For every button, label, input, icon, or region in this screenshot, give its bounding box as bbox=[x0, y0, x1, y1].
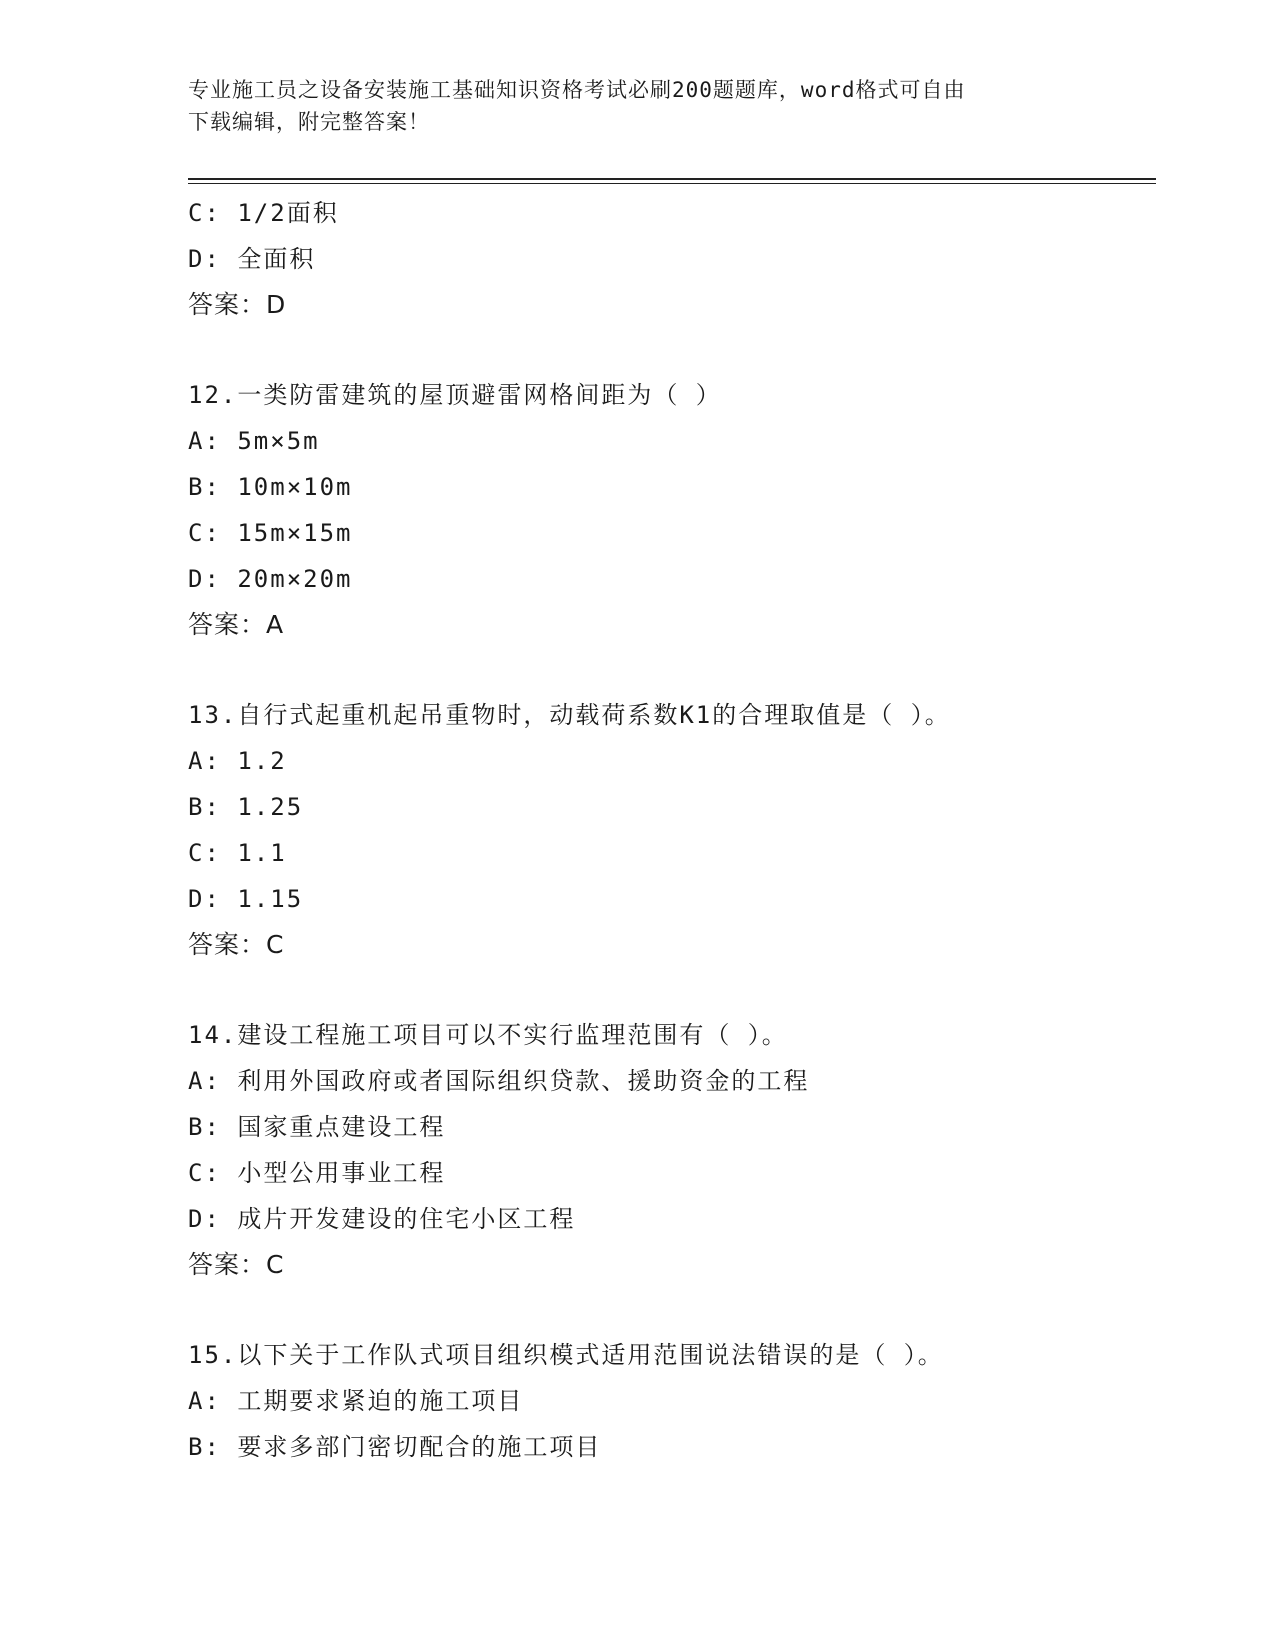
question-12 bbox=[188, 372, 1148, 648]
option-c: C: 1.1 bbox=[188, 839, 287, 867]
answer-line: 答案：A bbox=[188, 610, 285, 639]
option-b: B: 1.25 bbox=[188, 793, 304, 821]
carryover-question bbox=[188, 190, 1148, 328]
option-c: C: 15m×15m bbox=[188, 519, 353, 547]
header-divider-thick bbox=[188, 178, 1156, 180]
question-15 bbox=[188, 1332, 1148, 1470]
option-d: D: 20m×20m bbox=[188, 565, 353, 593]
option-b: B: 要求多部门密切配合的施工项目 bbox=[188, 1433, 602, 1461]
option-b: B: 国家重点建设工程 bbox=[188, 1113, 446, 1141]
option-d: D: 全面积 bbox=[188, 245, 316, 273]
option-a: A: 工期要求紧迫的施工项目 bbox=[188, 1387, 524, 1415]
header-divider-thin bbox=[188, 183, 1156, 184]
question-list bbox=[188, 190, 1148, 1470]
option-a: A: 5m×5m bbox=[188, 427, 320, 455]
option-c: C: 1/2面积 bbox=[188, 199, 339, 227]
option-c: C: 小型公用事业工程 bbox=[188, 1159, 446, 1187]
question-stem: 12.一类防雷建筑的屋顶避雷网格间距为（ ） bbox=[188, 381, 722, 409]
option-d: D: 成片开发建设的住宅小区工程 bbox=[188, 1205, 576, 1233]
answer-line: 答案：C bbox=[188, 930, 285, 959]
answer-line: 答案：C bbox=[188, 1250, 285, 1279]
option-a: A: 1.2 bbox=[188, 747, 287, 775]
question-14 bbox=[188, 1012, 1148, 1288]
question-stem: 14.建设工程施工项目可以不实行监理范围有（ ）。 bbox=[188, 1021, 788, 1049]
answer-line: 答案：D bbox=[188, 290, 287, 319]
header-title-line-2: 下载编辑，附完整答案！ bbox=[188, 110, 430, 134]
question-13 bbox=[188, 692, 1148, 968]
question-stem: 15.以下关于工作队式项目组织模式适用范围说法错误的是（ ）。 bbox=[188, 1341, 944, 1369]
option-a: A: 利用外国政府或者国际组织贷款、援助资金的工程 bbox=[188, 1067, 810, 1095]
header-title-line-1: 专业施工员之设备安装施工基础知识资格考试必刷200题题库，word格式可自由 bbox=[188, 78, 966, 102]
question-stem: 13.自行式起重机起吊重物时，动载荷系数K1的合理取值是（ ）。 bbox=[188, 701, 951, 729]
option-b: B: 10m×10m bbox=[188, 473, 353, 501]
option-d: D: 1.15 bbox=[188, 885, 304, 913]
document-header bbox=[188, 74, 1078, 138]
